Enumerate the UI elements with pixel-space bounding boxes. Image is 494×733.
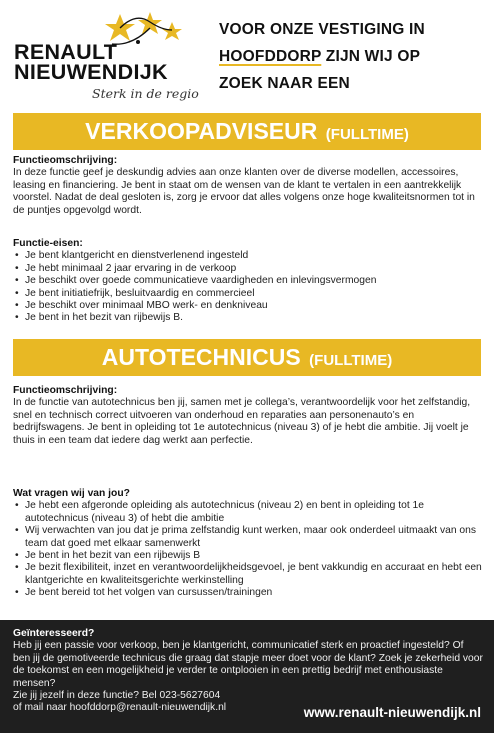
section-heading: Wat vragen wij van jou? <box>13 488 130 499</box>
job-title: AUTOTECHNICUS <box>101 344 301 370</box>
list-item: • Je bent klantgericht en dienstverlenend ingesteld <box>13 250 483 262</box>
list-item: • Je bent in het bezit van een rijbewijs B <box>13 550 483 562</box>
description-text: In deze functie geef je deskundig advies aan onze klanten over de diverse modellen, accessoires, leasing en financiering. Je bent in staat om de wensen van de klant te vertalen in een aantrekkelijk voorstel. Nadat de deal gesloten is, zorg je ervoor dat alles volgens onze hoge kwaliteitsnormen tot in de puntjes opgevolgd wordt. <box>13 167 475 216</box>
section-heading: Functieomschrijving: <box>13 155 118 166</box>
job2-description <box>13 385 483 447</box>
section-heading: Functieomschrijving: <box>13 385 118 396</box>
tagline: Sterk in de regio <box>92 86 199 101</box>
company-logo <box>10 8 210 108</box>
section-heading: Functie-eisen: <box>13 238 83 249</box>
job2-requirements <box>13 488 483 600</box>
intro-line-2: HOOFDDORP ZIJN WIJ OP <box>219 48 421 65</box>
brand-name: RENAULT NIEUWENDIJK <box>14 40 168 84</box>
job1-description <box>13 155 483 217</box>
description-text: In de functie van autotechnicus ben jij, samen met je collega’s, verantwoordelijk voor het zelfstandig, snel en technisch correct uitvoeren van onderhoud en reparaties aan personenauto’s en bedrijfswagens. Je bent in opleiding tot 1e autotechnicus (niveau 3) of je hebt die ambitie. Jij voelt je thuis in een team dat iedere dag werkt aan perfectie. <box>13 397 471 446</box>
intro-heading <box>219 16 489 97</box>
contact-footer <box>0 620 494 733</box>
website-link[interactable]: www.renault-nieuwendijk.nl <box>303 705 481 720</box>
list-item: • Je bent bereid tot het volgen van cursussen/trainingen <box>13 587 483 599</box>
intro-line-3: ZOEK NAAR EEN <box>219 75 350 92</box>
job-title: VERKOOPADVISEUR <box>85 118 318 144</box>
footer-heading: Geïnteresseerd? <box>13 628 95 639</box>
job1-requirements <box>13 238 483 325</box>
job-banner-autotechnicus <box>13 339 481 376</box>
footer-text: Heb jij een passie voor verkoop, ben je klantgericht, communicatief sterk en proactief ingesteld? Of ben jij de gemotiveerde technicus die graag dat stapje meer doet voor de klant? Zoek je zekerheid voor de toekomst en een mogelijkheid je verder te ontplooien in een prettig bedrijf met enthousiaste mensen? <box>13 640 483 689</box>
list-item: • Je bent initiatiefrijk, besluitvaardig en commercieel <box>13 288 483 300</box>
list-item: • Je bezit flexibiliteit, inzet en verantwoordelijkheidsgevoel, je bent vakkundig en accuraat en hebt een klantgerichte en kwaliteitsgerichte werkinstelling <box>13 562 483 587</box>
list-item: • Je beschikt over goede communicatieve vaardigheden en inlevingsvermogen <box>13 275 483 287</box>
requirements-list <box>13 500 483 599</box>
job-type: (FULLTIME) <box>309 352 393 369</box>
list-item: • Wij verwachten van jou dat je prima zelfstandig kunt werken, maar ook onderdeel uitmaakt van ons team dat goed met elkaar samenwerkt <box>13 525 483 550</box>
list-item: • Je bent in het bezit van rijbewijs B. <box>13 312 483 324</box>
job-banner-verkoopadviseur <box>13 113 481 150</box>
requirements-list <box>13 250 483 324</box>
contact-phone: Zie jij jezelf in deze functie? Bel 023-5627604 <box>13 690 221 702</box>
job-type: (FULLTIME) <box>325 126 409 143</box>
list-item: • Je beschikt over minimaal MBO werk- en denkniveau <box>13 300 483 312</box>
intro-line-1: VOOR ONZE VESTIGING IN <box>219 21 425 38</box>
list-item: • Je hebt een afgeronde opleiding als autotechnicus (niveau 2) en bent in opleiding tot 1e autotechnicus (niveau 3) of hebt die ambitie <box>13 500 483 525</box>
contact-email: of mail naar hoofddorp@renault-nieuwendijk.nl <box>13 702 227 714</box>
footer-text-block <box>13 628 483 715</box>
location-name: HOOFDDORP <box>219 48 322 65</box>
list-item: • Je hebt minimaal 2 jaar ervaring in de verkoop <box>13 263 483 275</box>
